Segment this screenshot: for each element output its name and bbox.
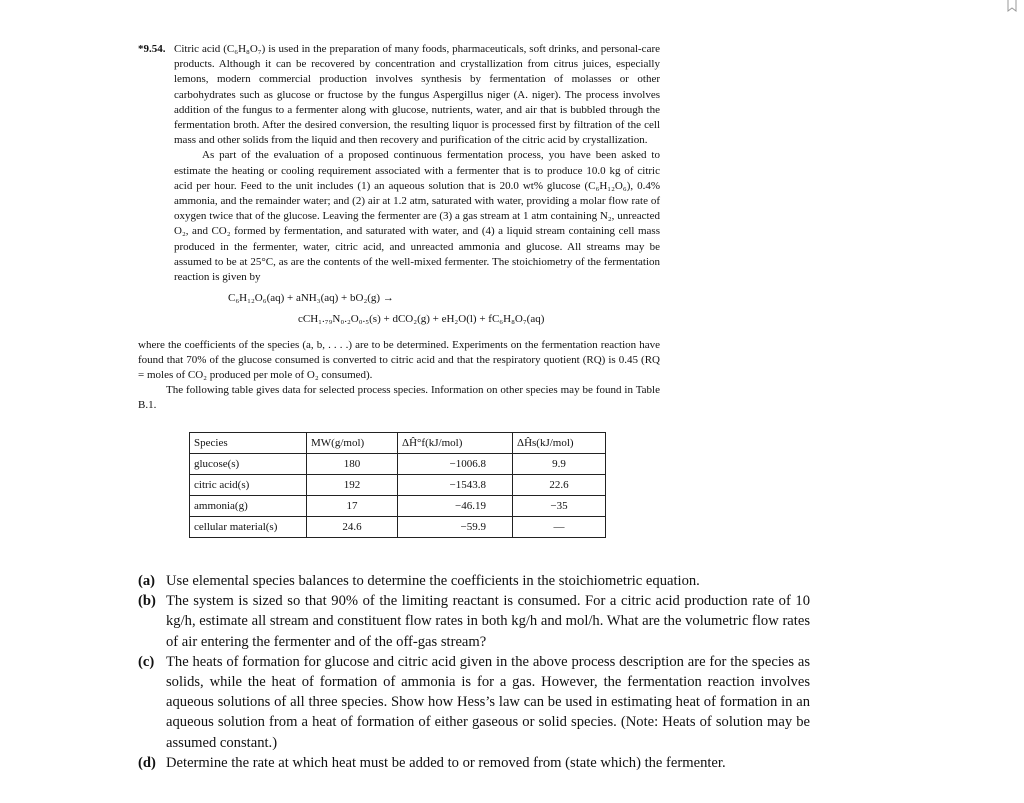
reaction-equation-line-1: C₆H₁₂O₆(aq) + aNH₃(aq) + bO₂(g) → [228, 292, 394, 305]
table-row [190, 475, 606, 496]
table-cell: 9.9 [513, 454, 606, 475]
table-cell: −1006.8 [398, 454, 513, 475]
table-header: MW(g/mol) [307, 433, 398, 454]
table-row [190, 517, 606, 538]
question-c [138, 652, 810, 753]
table-cell: 22.6 [513, 475, 606, 496]
table-row [190, 496, 606, 517]
problem-paragraph-1: *9.54. Citric acid (C₆H₈O₇) is used in the preparation of many foods, pharmaceuticals, soft drinks, and personal-care products. Although it can be recovered by concentration and crystallization from citrus juices, especially lemons, modern commercial production involves synthesis by fermentation of molasses or other carbohydrates such as glucose or fructose by the fungus Aspergillus niger (A. niger). The process involves addition of the fungus to a fermenter along with glucose, nutrients, water, and air that is bubbled through the fermentation broth. After the desired conversion, the resulting liquor is processed first by filtration of the cell mass and other solids from the liquid and then recovery and purification of the citric acid by crystallization. [138, 43, 660, 147]
question-label: (b) [138, 593, 156, 610]
table-cell: −35 [513, 496, 606, 517]
table-cell: 17 [307, 496, 398, 517]
problem-paragraph-4: The following table gives data for selected process species. Information on other species may be found in Table B.1. [138, 384, 660, 412]
question-label: (a) [138, 573, 156, 589]
problem-paragraph-2: As part of the evaluation of a proposed continuous fermentation process, you have been asked to estimate the heating or cooling requirement associated with a fermenter that is to produce 10.0 kg of citric acid per hour. Feed to the unit includes (1) an aqueous solution that is 20.0 wt% glucose (C₆H₁₂O₆), 0.4% ammonia, and the remainder water; and (2) air at 1.2 atm, saturated with water, providing a molar flow rate of oxygen twice that of the glucose. Leaving the fermenter are (3) a gas stream at 1 atm containing N₂, unreacted O₂, and CO₂ formed by fermentation, and saturated with water, and (4) a liquid stream containing cell mass produced in the fermenter, water, citric acid, and unreacted ammonia and glucose. All streams may be assumed to be at 25°C, as are the contents of the well-mixed fermenter. The stoichiometry of the fermentation reaction is given by [174, 149, 660, 284]
table-cell: cellular material(s) [190, 517, 307, 538]
problem-paragraph-3: where the coefficients of the species (a, b, . . . .) are to be determined. Experiments on the fermentation reaction have found that 70% of the glucose consumed is converted to citric acid and that the respiratory quotient (RQ) is 0.45 (RQ = moles of CO₂ produced per mole of O₂ consumed). [138, 338, 660, 382]
question-text: Determine the rate at which heat must be added to or removed from (state which) the fermenter. [166, 754, 726, 771]
question-label: (d) [138, 754, 156, 771]
problem-number: *9.54. [138, 43, 166, 55]
table-header: ΔĤs(kJ/mol) [513, 433, 606, 454]
table-cell: citric acid(s) [190, 475, 307, 496]
table-cell: glucose(s) [190, 454, 307, 475]
table-row [190, 454, 606, 475]
species-data-table [189, 432, 606, 538]
table-header: ΔĤ°f(kJ/mol) [398, 433, 513, 454]
problem-statement [138, 42, 660, 414]
table-header: Species [190, 433, 307, 454]
question-label: (c) [138, 653, 155, 670]
table-header-row [190, 433, 606, 454]
table-cell: 180 [307, 454, 398, 475]
question-b [138, 591, 810, 652]
table-cell: −46.19 [398, 496, 513, 517]
question-text: The system is sized so that 90% of the limiting reactant is consumed. For a citric acid production rate of 10 kg/h, estimate all stream and constituent flow rates in both kg/h and mol/h. What are the volumetric flow rates of air entering the fermenter and of the off-gas stream? [166, 593, 810, 650]
table-cell: ammonia(g) [190, 496, 307, 517]
table-cell: −59.9 [398, 517, 513, 538]
table-cell: 192 [307, 475, 398, 496]
question-text: Use elemental species balances to determine the coefficients in the stoichiometric equation. [166, 573, 700, 589]
question-text: The heats of formation for glucose and citric acid given in the above process description are for the species as solids, while the heat of formation of ammonia is for a gas. However, the fermentation reaction involves aqueous solutions of all three species. Show how Hess’s law can be used in estimating heat of formation in an aqueous solution from a heat of formation of either gaseous or solid species. (Note: Heats of solution may be assumed constant.) [166, 653, 810, 751]
bookmark-icon[interactable] [1006, 0, 1018, 12]
table-cell: −1543.8 [398, 475, 513, 496]
question-d [138, 753, 810, 773]
table-cell: — [513, 517, 606, 538]
reaction-equation-line-2: cCH₁.₇₉N₀.₂O₀.₅(s) + dCO₂(g) + eH₂O(l) + fC₆H₈O₇(aq) [298, 313, 545, 326]
question-a [138, 571, 810, 591]
table-cell: 24.6 [307, 517, 398, 538]
question-list [138, 571, 810, 773]
